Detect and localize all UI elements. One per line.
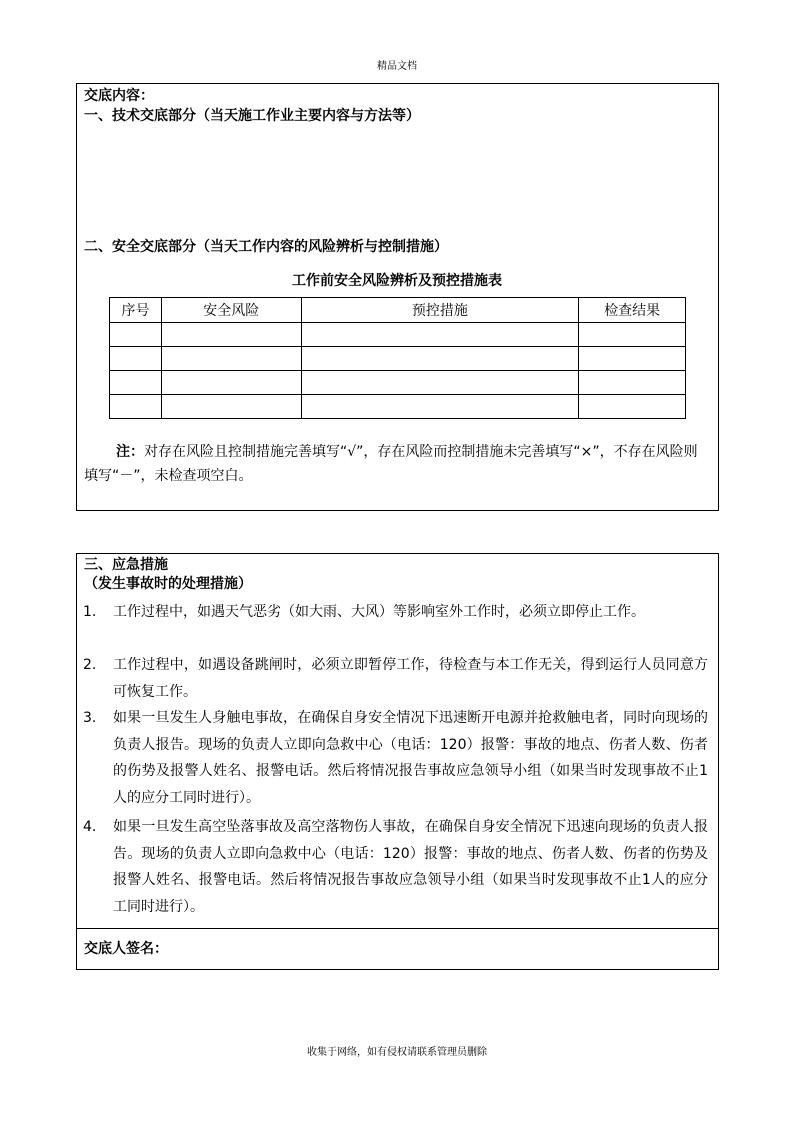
list-item: [83, 599, 708, 626]
table-cell[interactable]: [301, 371, 578, 395]
safety-briefing-heading: 二、安全交底部分（当天工作内容的风险辨析与控制措施）: [84, 239, 448, 255]
table-cell[interactable]: [579, 347, 686, 371]
signature-divider: [77, 928, 718, 929]
table-header-row: [110, 298, 686, 323]
column-header-check-result: 检查结果: [579, 298, 686, 323]
table-cell[interactable]: [161, 371, 301, 395]
table-row: [110, 347, 686, 371]
briefing-content-box: [76, 83, 719, 511]
item-number: 4.: [83, 819, 97, 835]
table-row: [110, 323, 686, 347]
table-cell[interactable]: [301, 347, 578, 371]
table-cell[interactable]: [161, 323, 301, 347]
table-cell[interactable]: [110, 371, 162, 395]
table-cell[interactable]: [161, 347, 301, 371]
column-header-index: 序号: [110, 298, 162, 323]
technical-briefing-heading: 一、技术交底部分（当天施工作业主要内容与方法等）: [84, 108, 420, 124]
table-row: [110, 395, 686, 419]
note-label: 注：: [116, 444, 144, 460]
table-cell[interactable]: [301, 395, 578, 419]
column-header-risk: 安全风险: [161, 298, 301, 323]
page-footer: 收集于网络，如有侵权请联系管理员删除: [307, 1047, 487, 1058]
item-number: 1.: [83, 604, 97, 620]
risk-control-table: [109, 297, 686, 419]
item-text: 工作过程中，如遇设备跳闸时，必须立即暂停工作，待检查与本工作无关，得到运行人员同意方可恢复工作。: [113, 657, 708, 700]
table-note: [84, 440, 709, 488]
emergency-heading: 三、应急措施: [84, 557, 168, 573]
table-cell[interactable]: [579, 395, 686, 419]
table-cell[interactable]: [110, 347, 162, 371]
emergency-measures-box: [76, 553, 719, 970]
item-number: 3.: [83, 710, 97, 726]
item-number: 2.: [83, 657, 97, 673]
list-item: [83, 705, 708, 811]
note-text: 对存在风险且控制措施完善填写“√”，存在风险而控制措施未完善填写“×”，不存在风险则填写“－”，未检查项空白。: [84, 444, 698, 484]
table-cell[interactable]: [161, 395, 301, 419]
page-header: 精品文档: [377, 61, 417, 72]
list-item: [83, 814, 708, 920]
list-item: [83, 652, 708, 705]
table-row: [110, 371, 686, 395]
table-cell[interactable]: [110, 323, 162, 347]
emergency-subheading: （发生事故时的处理措施）: [84, 576, 252, 592]
table-cell[interactable]: [110, 395, 162, 419]
content-title: 交底内容：: [84, 88, 154, 104]
risk-table-title: 工作前安全风险辨析及预控措施表: [292, 273, 502, 289]
column-header-control-measures: 预控措施: [301, 298, 578, 323]
item-text: 如果一旦发生高空坠落事故及高空落物伤人事故，在确保自身安全情况下迅速向现场的负责人报告。现场的负责人立即向急救中心（电话：120）报警：事故的地点、伤者人数、伤者的伤势及报警人姓名、报警电话。然后将情况报告事故应急领导小组（如果当时发现事故不止1人的应分工同时进行）。: [113, 819, 708, 915]
signature-label: 交底人签名：: [84, 941, 168, 957]
item-text: 工作过程中，如遇天气恶劣（如大雨、大风）等影响室外工作时，必须立即停止工作。: [113, 604, 645, 620]
table-cell[interactable]: [579, 323, 686, 347]
table-cell[interactable]: [579, 371, 686, 395]
table-cell[interactable]: [301, 323, 578, 347]
item-text: 如果一旦发生人身触电事故，在确保自身安全情况下迅速断开电源并抢救触电者，同时向现场的负责人报告。现场的负责人立即向急救中心（电话：120）报警：事故的地点、伤者人数、伤者的伤势及报警人姓名、报警电话。然后将情况报告事故应急领导小组（如果当时发现事故不止1人的应分工同时进行）。: [113, 710, 708, 806]
